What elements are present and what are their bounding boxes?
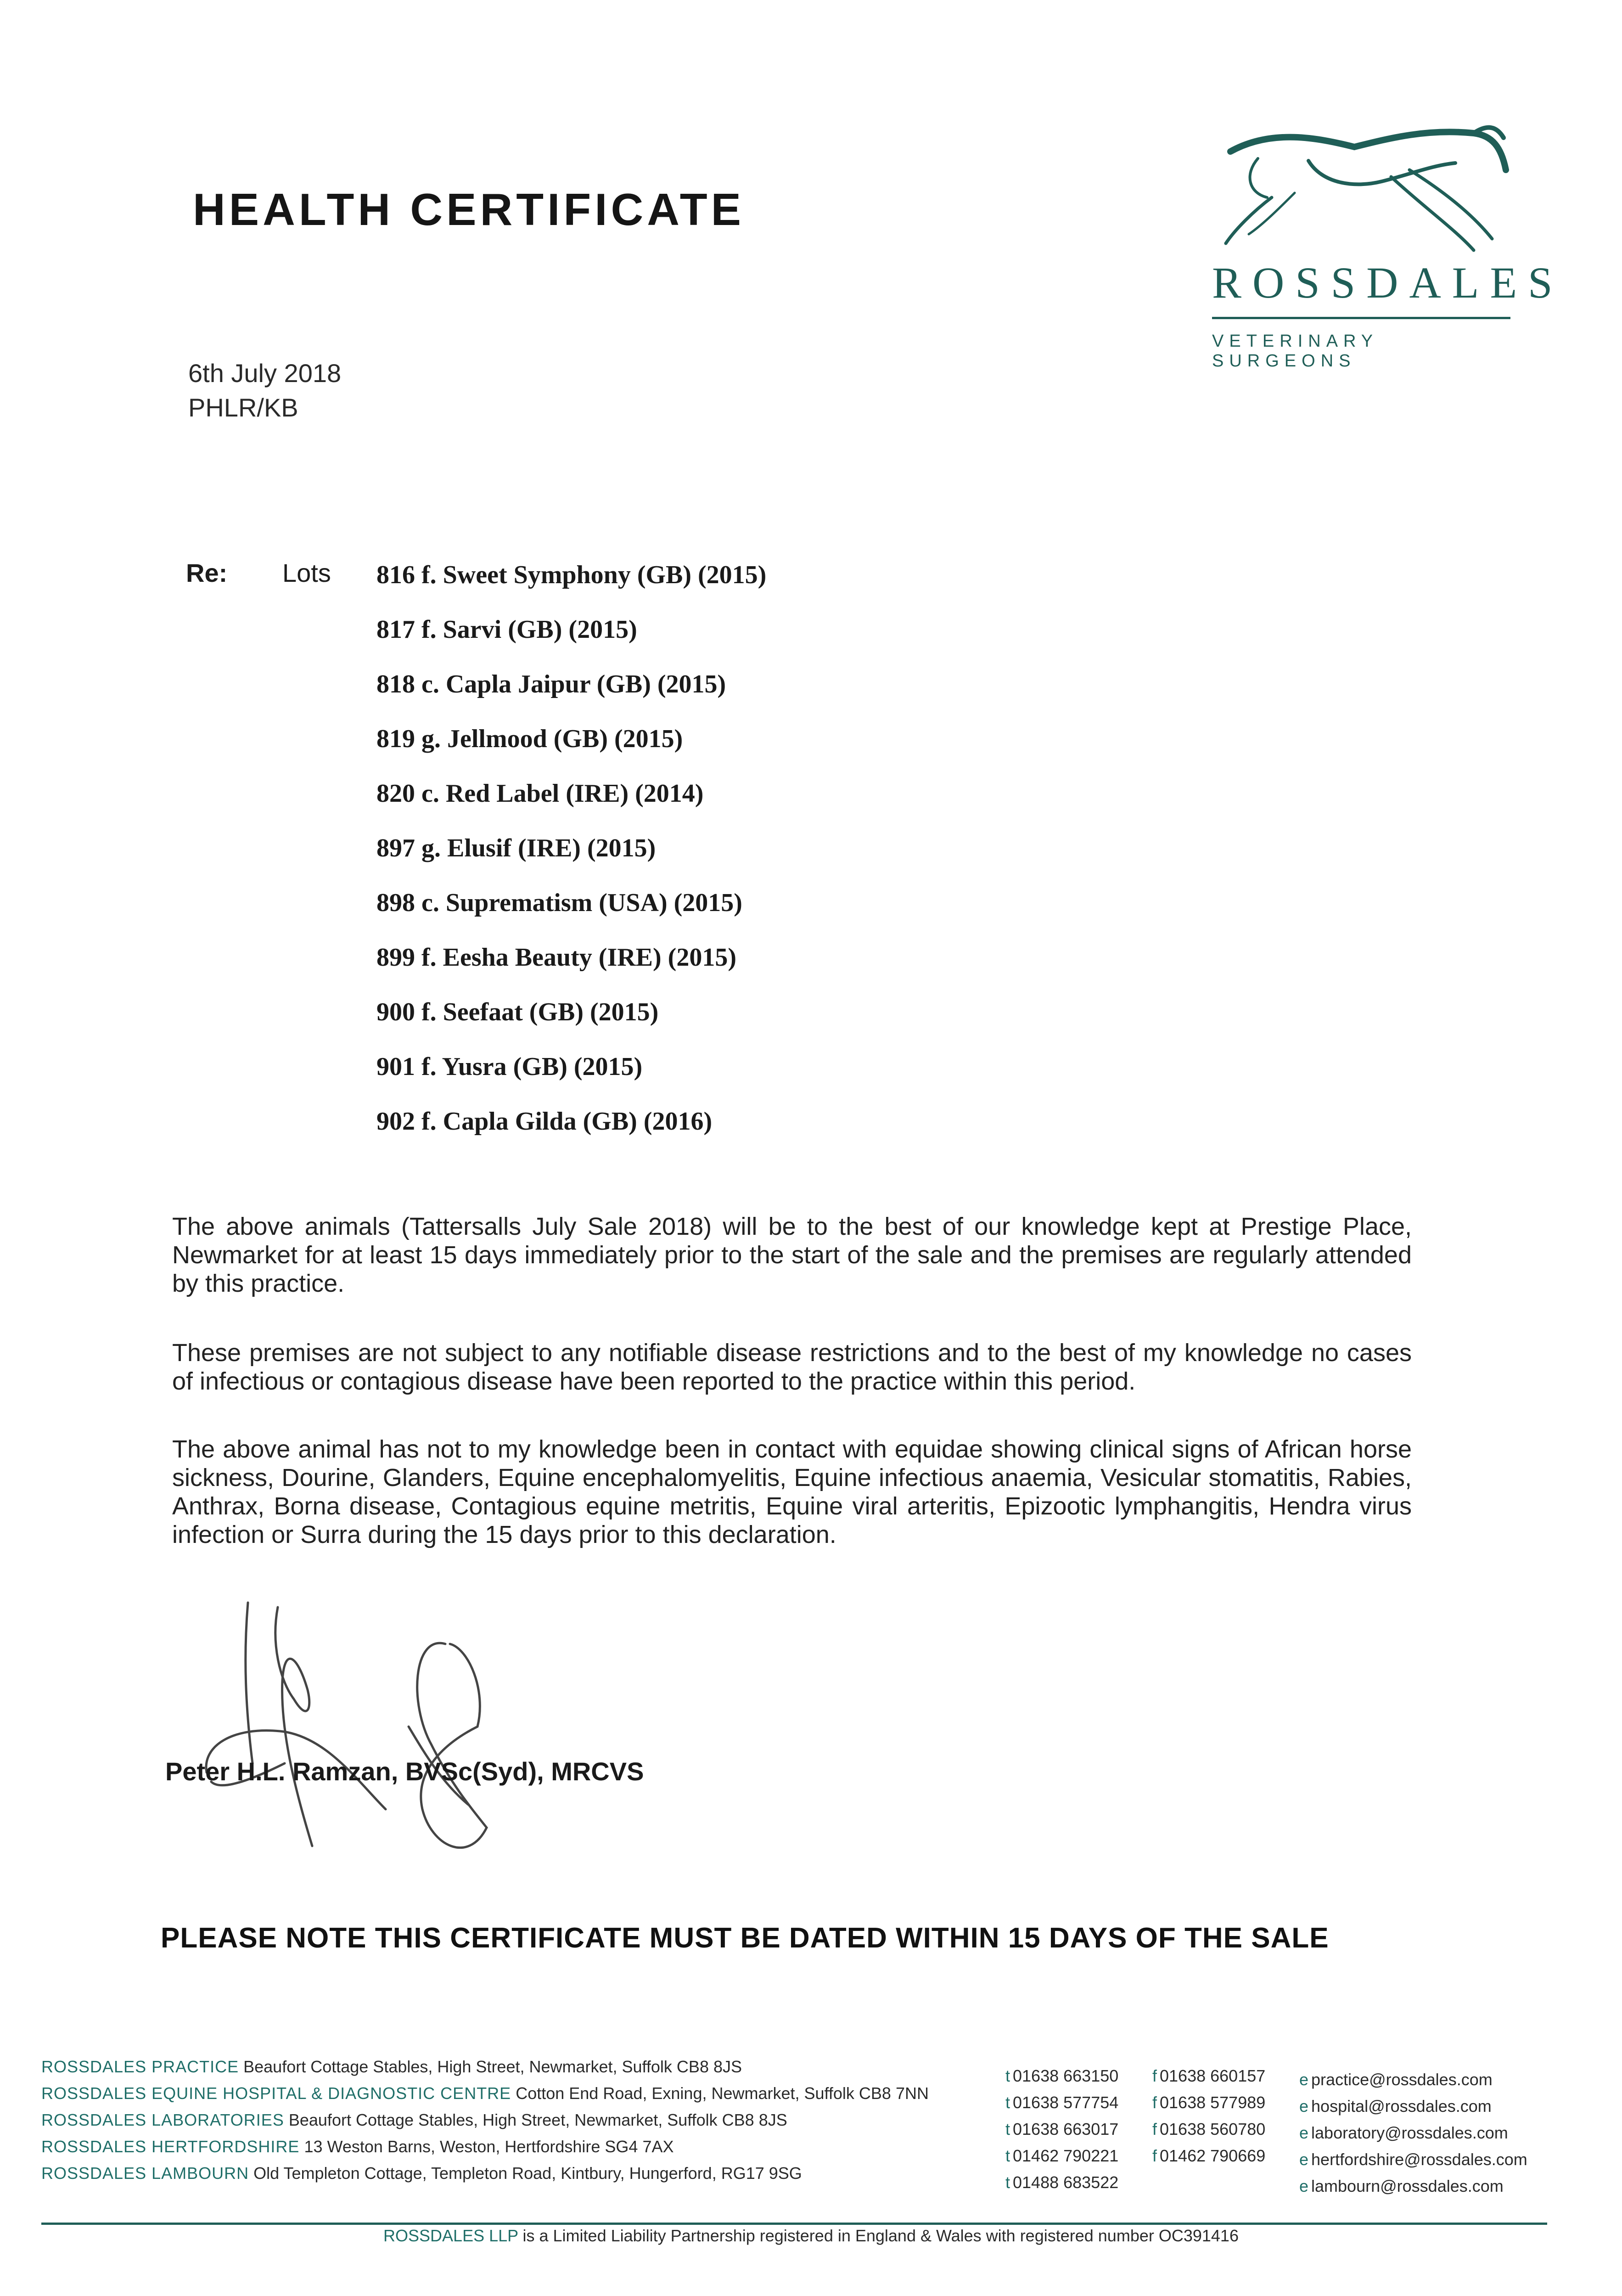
email-address: e laboratory@rossdales.com bbox=[1299, 2123, 1508, 2142]
legal-registration-text: is a Limited Liability Partnership registered in England & Wales with registered number OC391416 bbox=[522, 2226, 1239, 2245]
logo-wordmark: ROSSDALES bbox=[1212, 258, 1564, 307]
handwritten-signature bbox=[193, 1589, 569, 1874]
lot-item: 819 g. Jellmood (GB) (2015) bbox=[376, 725, 683, 753]
office-address-row bbox=[41, 2057, 742, 2077]
telephone-number: t 01638 663150 bbox=[1005, 2066, 1119, 2085]
logo-subtitle: VETERINARY SURGEONS bbox=[1212, 332, 1378, 371]
fax-number: f 01462 790669 bbox=[1152, 2146, 1266, 2165]
telephone-number: t 01462 790221 bbox=[1005, 2146, 1119, 2165]
signatory-name: Peter H.L. Ramzan, BVSc(Syd), MRCVS bbox=[165, 1757, 644, 1786]
logo-divider bbox=[1212, 317, 1510, 319]
fax-number: f 01638 577989 bbox=[1152, 2093, 1266, 2112]
lot-item: 816 f. Sweet Symphony (GB) (2015) bbox=[376, 561, 767, 589]
body-paragraph: The above animals (Tattersalls July Sale 2018) will be to the best of our knowledge kept at Prestige Place, Newmarket for at least 15 days immediately prior to the start of the sale and the premises are regularly attended by this practice. bbox=[172, 1213, 1412, 1297]
lot-item: 898 c. Suprematism (USA) (2015) bbox=[376, 889, 742, 917]
dating-notice: PLEASE NOTE THIS CERTIFICATE MUST BE DATED WITHIN 15 DAYS OF THE SALE bbox=[161, 1922, 1329, 1954]
letter-date: 6th July 2018 bbox=[188, 359, 342, 388]
lot-item: 897 g. Elusif (IRE) (2015) bbox=[376, 834, 656, 862]
office-address: Beaufort Cottage Stables, High Street, Newmarket, Suffolk CB8 8JS bbox=[243, 2057, 742, 2076]
office-name: ROSSDALES LAMBOURN bbox=[41, 2164, 249, 2183]
lot-item: 902 f. Capla Gilda (GB) (2016) bbox=[376, 1107, 713, 1136]
lot-item: 817 f. Sarvi (GB) (2015) bbox=[376, 615, 637, 644]
re-label: Re: bbox=[186, 558, 228, 587]
legal-notice bbox=[0, 2226, 1622, 2245]
document-title: HEALTH CERTIFICATE bbox=[193, 184, 745, 235]
fax-number: f 01638 660157 bbox=[1152, 2066, 1266, 2085]
email-address: e lambourn@rossdales.com bbox=[1299, 2177, 1504, 2195]
lot-item: 900 f. Seefaat (GB) (2015) bbox=[376, 998, 659, 1026]
email-address: e hospital@rossdales.com bbox=[1299, 2097, 1492, 2116]
lot-item: 820 c. Red Label (IRE) (2014) bbox=[376, 779, 704, 808]
office-name: ROSSDALES HERTFORDSHIRE bbox=[41, 2137, 300, 2156]
lot-item: 818 c. Capla Jaipur (GB) (2015) bbox=[376, 670, 726, 698]
galloping-horse-icon bbox=[1217, 119, 1510, 253]
email-address: e hertfordshire@rossdales.com bbox=[1299, 2150, 1527, 2169]
office-name: ROSSDALES PRACTICE bbox=[41, 2057, 239, 2076]
telephone-number: t 01638 663017 bbox=[1005, 2120, 1119, 2138]
office-address-row bbox=[41, 2084, 929, 2103]
telephone-number: t 01638 577754 bbox=[1005, 2093, 1119, 2112]
body-paragraph: These premises are not subject to any notifiable disease restrictions and to the best of my knowledge no cases of infectious or contagious disease have been reported to the practice within this period. bbox=[172, 1339, 1412, 1395]
rossdales-logo bbox=[1189, 119, 1564, 371]
office-name: ROSSDALES EQUINE HOSPITAL & DIAGNOSTIC CENTRE bbox=[41, 2084, 511, 2103]
office-address-row bbox=[41, 2164, 802, 2183]
office-address: Cotton End Road, Exning, Newmarket, Suffolk CB8 7NN bbox=[516, 2084, 929, 2103]
footer-divider bbox=[41, 2223, 1547, 2225]
lot-item: 899 f. Eesha Beauty (IRE) (2015) bbox=[376, 943, 736, 972]
office-address-row bbox=[41, 2137, 674, 2156]
telephone-number: t 01488 683522 bbox=[1005, 2173, 1119, 2192]
office-name: ROSSDALES LABORATORIES bbox=[41, 2110, 284, 2129]
office-address: Old Templeton Cottage, Templeton Road, Kintbury, Hungerford, RG17 9SG bbox=[253, 2164, 802, 2183]
lots-label: Lots bbox=[282, 558, 331, 587]
lot-item: 901 f. Yusra (GB) (2015) bbox=[376, 1052, 643, 1081]
fax-number: f 01638 560780 bbox=[1152, 2120, 1266, 2138]
office-address: Beaufort Cottage Stables, High Street, Newmarket, Suffolk CB8 8JS bbox=[288, 2110, 787, 2129]
body-paragraph: The above animal has not to my knowledge been in contact with equidae showing clinical signs of African horse sickness, Dourine, Glanders, Equine encephalomyelitis, Equine infectious anaemia, Vesicular stomatitis, Rabies, Anthrax, Borna disease, Contagious equine metritis, Equine viral arteritis, Epizootic lymphangitis, Hendra virus infection or Surra during the 15 days prior to this declaration. bbox=[172, 1435, 1412, 1548]
office-address-row bbox=[41, 2110, 787, 2130]
office-address: 13 Weston Barns, Weston, Hertfordshire SG4 7AX bbox=[304, 2137, 674, 2156]
legal-company-name: ROSSDALES LLP bbox=[383, 2226, 518, 2245]
email-address: e practice@rossdales.com bbox=[1299, 2070, 1493, 2089]
letter-reference: PHLR/KB bbox=[188, 393, 298, 422]
letterhead-footer bbox=[41, 2057, 1556, 2250]
